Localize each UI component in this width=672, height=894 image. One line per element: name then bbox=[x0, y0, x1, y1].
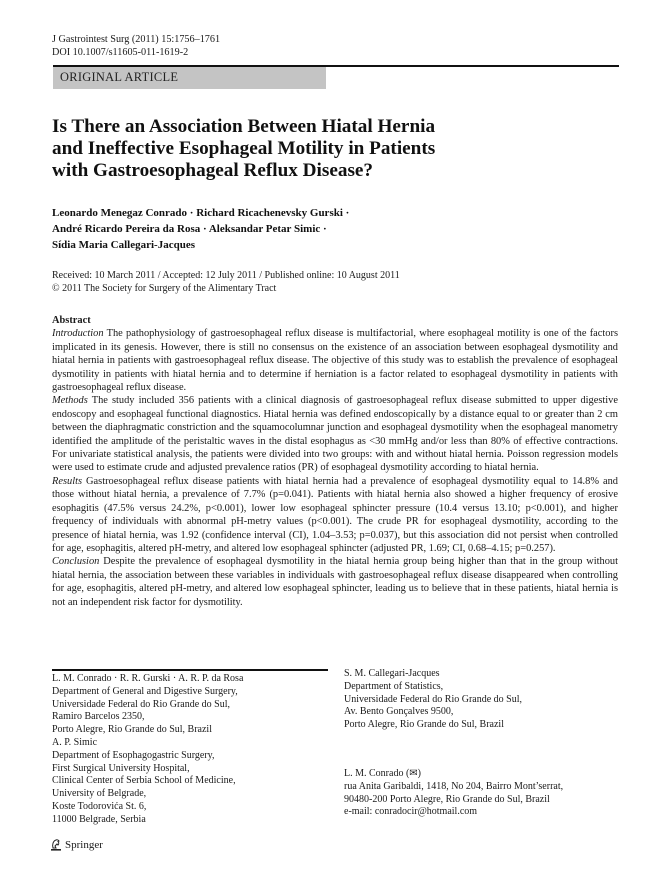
affiliation-line: Universidade Federal do Rio Grande do Sul, bbox=[344, 693, 523, 705]
affiliation-line: rua Anita Garibaldi, 1418, No 204, Bairro Mont’serrat, bbox=[344, 780, 564, 792]
author-list bbox=[52, 205, 612, 253]
affiliation-line: Universidade Federal do Rio Grande do Sul, bbox=[52, 698, 231, 710]
publisher-logo bbox=[50, 838, 103, 851]
affiliation-line: S. M. Callegari-Jacques bbox=[344, 668, 440, 679]
affiliation-line: Koste Todorovića St. 6, bbox=[52, 800, 147, 812]
history-dates: Received: 10 March 2011 / Accepted: 12 July 2011 / Published online: 10 August 2011 bbox=[52, 270, 400, 281]
affiliation-rule bbox=[52, 669, 328, 671]
copyright: © 2011 The Society for Surgery of the Alimentary Tract bbox=[52, 283, 277, 294]
affiliation-line: University of Belgrade, bbox=[52, 788, 147, 800]
section-label: Conclusion bbox=[52, 556, 100, 568]
affiliation-line: Department of General and Digestive Surgery, bbox=[52, 685, 238, 697]
abstract-conclusion bbox=[52, 555, 618, 609]
section-text: The pathophysiology of gastroesophageal reflux disease is multifactorial, where esophageal motility is one of the factors implicated in its genesis. However, there is still no consensus on the existence of an association between esophageal dysmotility and hiatal hernia in patients with gastroesophageal reflux disease. The objective of this study was to establish the prevalence of esophageal dysmotility in patients with hiatal hernia and to determine if herniation is a factor related to esophageal dysmotility in patients with gastroesophageal reflux disease. bbox=[52, 328, 618, 394]
title-line-3: with Gastroesophageal Reflux Disease? bbox=[52, 160, 374, 181]
author-separator: · bbox=[203, 223, 209, 235]
author-separator: · bbox=[323, 223, 327, 235]
affiliation-line: Department of Statistics, bbox=[344, 680, 444, 692]
doi[interactable]: DOI 10.1007/s11605-011-1619-2 bbox=[52, 47, 189, 58]
article-type-label: ORIGINAL ARTICLE bbox=[60, 70, 179, 84]
affiliation-line: First Surgical University Hospital, bbox=[52, 762, 190, 774]
corresponding-author-block bbox=[344, 768, 644, 819]
springer-horse-icon bbox=[50, 838, 62, 851]
section-label: Results bbox=[52, 475, 83, 487]
section-text: The study included 356 patients with a clinical diagnosis of gastroesophageal reflux disease submitted to upper digestive endoscopy and esophageal functional diagnostics. Hiatal hernia was defined endoscopically by a distance equal to or greater than 2 cm between the diaphragmatic constriction and the squamocolumnar junction and esophageal dysmotility when the esophageal manometry identified the amplitude of the peristaltic waves in the distal esophagus as <30 mmHg and/or less than 80% of effective contractions. For univariate statistical analysis, the patients were divided into two groups: with and without hiatal hernia. Poisson regression models were used to estimate crude and adjusted prevalence ratios (PR) of esophageal dysmotility according to hiatal hernia. bbox=[52, 395, 618, 474]
author-separator: · bbox=[189, 207, 197, 219]
abstract bbox=[52, 314, 618, 609]
section-label: Methods bbox=[52, 395, 88, 407]
section-text: Despite the prevalence of esophageal dysmotility in the hiatal hernia group being higher than that in the group without hiatal hernia, the association between these variables in individuals with gastroesophageal reflux disease disappeared when controlling for age, esophagitis, altered pH-metry, and altered low esophageal sphincter, leading us to believe that in these patients, hiatal hernia is not an independent risk factor for dysmotility. bbox=[52, 556, 618, 608]
affiliation-line: A. P. Simic bbox=[52, 737, 98, 748]
publication-dates bbox=[52, 269, 612, 295]
affiliation-line: Av. Bento Gonçalves 9500, bbox=[344, 706, 454, 718]
affiliation-line: Porto Alegre, Rio Grande do Sul, Brazil bbox=[344, 719, 504, 731]
author: Sídia Maria Callegari-Jacques bbox=[52, 239, 195, 251]
affiliation-line: 11000 Belgrade, Serbia bbox=[52, 813, 146, 825]
email-link[interactable]: e-mail: conradocir@hotmail.com bbox=[344, 806, 478, 818]
affiliation-block-1 bbox=[52, 673, 322, 737]
abstract-results bbox=[52, 475, 618, 555]
abstract-heading: Abstract bbox=[52, 315, 91, 326]
abstract-introduction bbox=[52, 327, 618, 394]
affiliation-line: Clinical Center of Serbia School of Medicine, bbox=[52, 775, 236, 787]
abstract-methods bbox=[52, 394, 618, 474]
affiliation-line: Porto Alegre, Rio Grande do Sul, Brazil bbox=[52, 724, 212, 736]
publisher-name: Springer bbox=[65, 838, 103, 851]
author: Leonardo Menegaz Conrado bbox=[52, 207, 188, 219]
author: Richard Ricachenevsky Gurski bbox=[196, 207, 343, 219]
title-line-2: and Ineffective Esophageal Motility in Patients bbox=[52, 138, 436, 159]
author-separator: · bbox=[345, 207, 350, 219]
affiliation-line: 90480-200 Porto Alegre, Rio Grande do Sul, Brazil bbox=[344, 793, 550, 805]
affiliation-line: Ramiro Barcelos 2350, bbox=[52, 711, 145, 723]
affiliation-line: L. M. Conrado (✉) bbox=[344, 768, 421, 779]
affiliation-line: Department of Esophagogastric Surgery, bbox=[52, 749, 215, 761]
author: Aleksandar Petar Simic bbox=[208, 223, 321, 235]
affiliation-block-2 bbox=[344, 668, 634, 732]
title-line-1: Is There an Association Between Hiatal Hernia bbox=[52, 116, 436, 137]
journal-citation: J Gastrointest Surg (2011) 15:1756–1761 bbox=[52, 34, 221, 45]
section-text: Gastroesophageal reflux disease patients with hiatal hernia had a prevalence of esophageal dysmotility equal to 14.8% and those without hiatal hernia, a prevalence of 7.7% (p=0.041). Patients with hiatal hernia also showed a higher frequency of erosive esophagitis (47.5% versus 24.2%, p<0.001), lower low esophageal sphincter pressure (10.4 versus 13.10; p<0.001), and higher frequency of individuals with abnormal pH-metry values (p<0.001). The crude PR for esophageal dysmotility, according to the presence of hiatal hernia, was 1.92 (confidence interval (CI), 1.04–3.53; p=0.037), but this association did not persist when controlled for age, esophagitis, altered pH-metry, and altered low esophageal sphincter (adjusted PR, 1.69; CI, 0.68–4.15; p=0.257). bbox=[52, 475, 618, 554]
author: André Ricardo Pereira da Rosa bbox=[52, 223, 201, 235]
section-label: Introduction bbox=[52, 328, 104, 340]
affiliation-line: L. M. Conrado · R. R. Gurski · A. R. P. da Rosa bbox=[52, 673, 244, 684]
paper-title bbox=[52, 116, 612, 182]
affiliation-block-3 bbox=[52, 737, 322, 827]
